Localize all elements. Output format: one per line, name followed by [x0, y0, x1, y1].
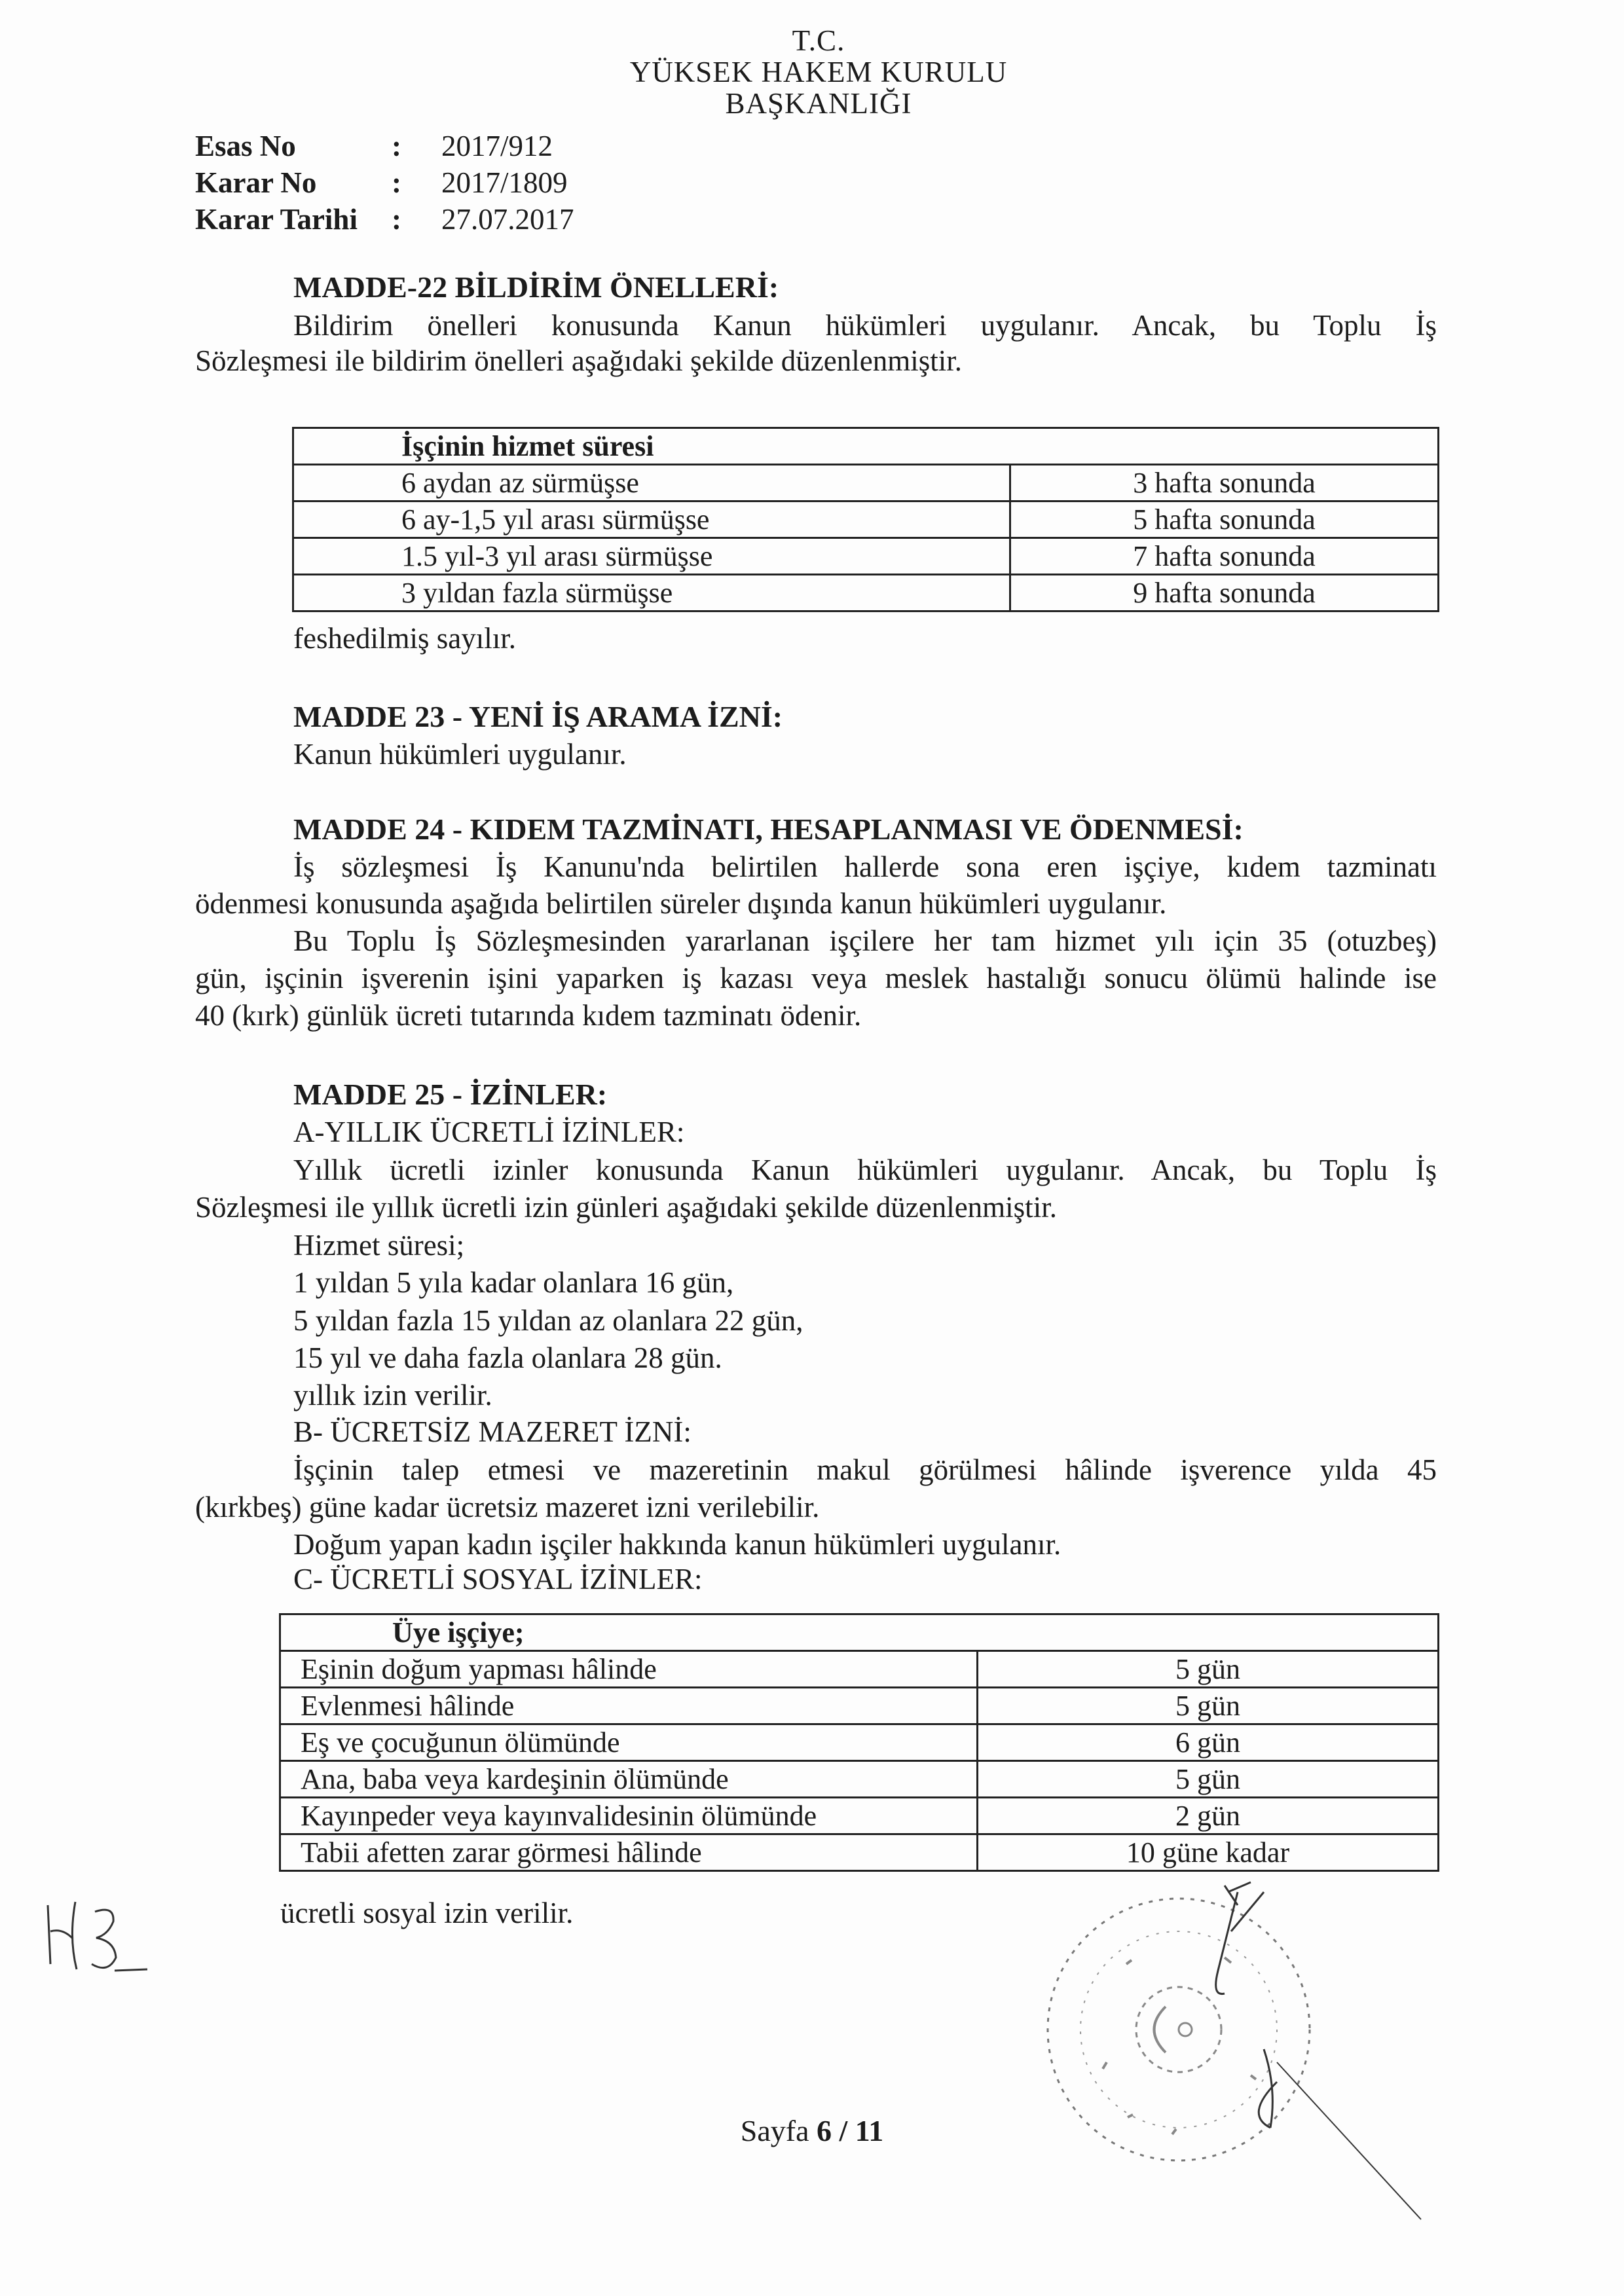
page-number: 6 / 11: [817, 2114, 884, 2147]
event-cell: Tabii afetten zarar görmesi hâlinde: [280, 1834, 978, 1871]
m24-p1-line1: İş sözleşmesi İş Kanunu'nda belirtilen hallerde sona eren işçiye, kıdem tazminatı: [293, 850, 1437, 883]
m22-p1-line1: Bildirim önelleri konusunda Kanun hükümleri uygulanır. Ancak, bu Toplu İş: [293, 309, 1437, 342]
days-cell: 5 gün: [978, 1761, 1439, 1798]
days-cell: 10 güne kadar: [978, 1834, 1439, 1871]
notice-cell: 3 hafta sonunda: [1010, 465, 1439, 501]
period-cell: 6 aydan az sürmüşse: [293, 465, 1010, 501]
table-header-row: [293, 428, 1439, 465]
colon: :: [392, 203, 401, 236]
m25-b-title: B- ÜCRETSİZ MAZERET İZNİ:: [293, 1415, 692, 1448]
table-row: [280, 1761, 1439, 1798]
m25-a-l2: 1 yıldan 5 yıla kadar olanlara 16 gün,: [293, 1266, 734, 1299]
notice-cell: 7 hafta sonunda: [1010, 538, 1439, 575]
m24-p1-line2: ödenmesi konusunda aşağıda belirtilen süreler dışında kanun hükümleri uygulanır.: [195, 887, 1167, 920]
official-seal: [1028, 1866, 1447, 2232]
tarih-label: Karar Tarihi: [195, 203, 358, 236]
m24-p2-line2: gün, işçinin işverenin işini yaparken iş kazası veya meslek hastalığı sonucu ölümü halinde ise: [195, 962, 1437, 994]
m24-title: MADDE 24 - KIDEM TAZMİNATI, HESAPLANMASI VE ÖDENMESİ:: [293, 812, 1244, 846]
m25-b-p2: Doğum yapan kadın işçiler hakkında kanun hükümleri uygulanır.: [293, 1528, 1061, 1561]
days-cell: 5 gün: [978, 1688, 1439, 1724]
event-cell: Kayınpeder veya kayınvalidesinin ölümünde: [280, 1798, 978, 1834]
event-cell: Ana, baba veya kardeşinin ölümünde: [280, 1761, 978, 1798]
table-row: [293, 575, 1439, 611]
karar-row: [195, 164, 574, 201]
esas-label: Esas No: [195, 130, 296, 162]
m25-a-l4: 15 yıl ve daha fazla olanlara 28 gün.: [293, 1341, 722, 1374]
notice-period-table: [292, 427, 1439, 612]
esas-row: [195, 128, 574, 164]
tarih-value: 27.07.2017: [441, 203, 574, 236]
handwritten-initials: [36, 1892, 167, 1990]
document-header: [458, 25, 1179, 119]
m25-c-after-text: ücretli sosyal izin verilir.: [280, 1897, 574, 1929]
days-cell: 2 gün: [978, 1798, 1439, 1834]
header-tc: T.C.: [792, 24, 845, 57]
period-cell: 1.5 yıl-3 yıl arası sürmüşse: [293, 538, 1010, 575]
m25-a-l5: yıllık izin verilir.: [293, 1379, 492, 1412]
table-row: [280, 1688, 1439, 1724]
notice-cell: 9 hafta sonunda: [1010, 575, 1439, 611]
m23-title: MADDE 23 - YENİ İŞ ARAMA İZNİ:: [293, 700, 783, 733]
m24-p2-line1: Bu Toplu İş Sözleşmesinden yararlanan işçilere her tam hizmet yılı için 35 (otuzbeş): [293, 924, 1437, 957]
header-institution: YÜKSEK HAKEM KURULU: [629, 56, 1008, 88]
m23-text: Kanun hükümleri uygulanır.: [293, 738, 627, 771]
tarih-row: [195, 201, 574, 238]
table-row: [280, 1651, 1439, 1688]
days-cell: 5 gün: [978, 1651, 1439, 1688]
m25-b-p1-line2: (kırkbeş) güne kadar ücretsiz mazeret izni verilebilir.: [195, 1491, 820, 1523]
period-cell: 3 yıldan fazla sürmüşse: [293, 575, 1010, 611]
notice-cell: 5 hafta sonunda: [1010, 501, 1439, 538]
m22-after-text: feshedilmiş sayılır.: [293, 622, 516, 655]
case-metadata: [195, 128, 574, 238]
table-row: [293, 538, 1439, 575]
m25-title: MADDE 25 - İZİNLER:: [293, 1078, 608, 1111]
m25-a-l3: 5 yıldan fazla 15 yıldan az olanlara 22 gün,: [293, 1304, 803, 1337]
table-row: [280, 1724, 1439, 1761]
table-row: [280, 1798, 1439, 1834]
m25-a-l1: Hizmet süresi;: [293, 1229, 465, 1262]
table-row: [293, 501, 1439, 538]
m25-a-p1-line2: Sözleşmesi ile yıllık ücretli izin günleri aşağıdaki şekilde düzenlenmiştir.: [195, 1191, 1057, 1224]
table-header: Üye işçiye;: [280, 1614, 1439, 1651]
m25-c-title: C- ÜCRETLİ SOSYAL İZİNLER:: [293, 1563, 703, 1595]
table-header-row: [280, 1614, 1439, 1651]
esas-value: 2017/912: [441, 130, 553, 162]
page-label: Sayfa: [740, 2114, 809, 2147]
days-cell: 6 gün: [978, 1724, 1439, 1761]
m25-a-title: A-YILLIK ÜCRETLİ İZİNLER:: [293, 1116, 685, 1148]
colon: :: [392, 166, 401, 199]
event-cell: Eşinin doğum yapması hâlinde: [280, 1651, 978, 1688]
colon: :: [392, 130, 401, 162]
table-header: İşçinin hizmet süresi: [293, 428, 1439, 465]
period-cell: 6 ay-1,5 yıl arası sürmüşse: [293, 501, 1010, 538]
social-leave-table: [279, 1613, 1439, 1872]
m22-title: MADDE-22 BİLDİRİM ÖNELLERİ:: [293, 270, 779, 304]
m22-p1-line2: Sözleşmesi ile bildirim önelleri aşağıdaki şekilde düzenlenmiştir.: [195, 344, 962, 377]
event-cell: Evlenmesi hâlinde: [280, 1688, 978, 1724]
karar-value: 2017/1809: [441, 166, 568, 199]
event-cell: Eş ve çocuğunun ölümünde: [280, 1724, 978, 1761]
table-row: [293, 465, 1439, 501]
m25-a-p1-line1: Yıllık ücretli izinler konusunda Kanun hükümleri uygulanır. Ancak, bu Toplu İş: [293, 1154, 1437, 1186]
header-presidency: BAŞKANLIĞI: [725, 87, 912, 120]
page-footer: [0, 2113, 1624, 2148]
m25-b-p1-line1: İşçinin talep etmesi ve mazeretinin makul görülmesi hâlinde işverence yılda 45: [293, 1453, 1437, 1486]
m24-p2-line3: 40 (kırk) günlük ücreti tutarında kıdem tazminatı ödenir.: [195, 999, 862, 1032]
karar-label: Karar No: [195, 166, 317, 199]
